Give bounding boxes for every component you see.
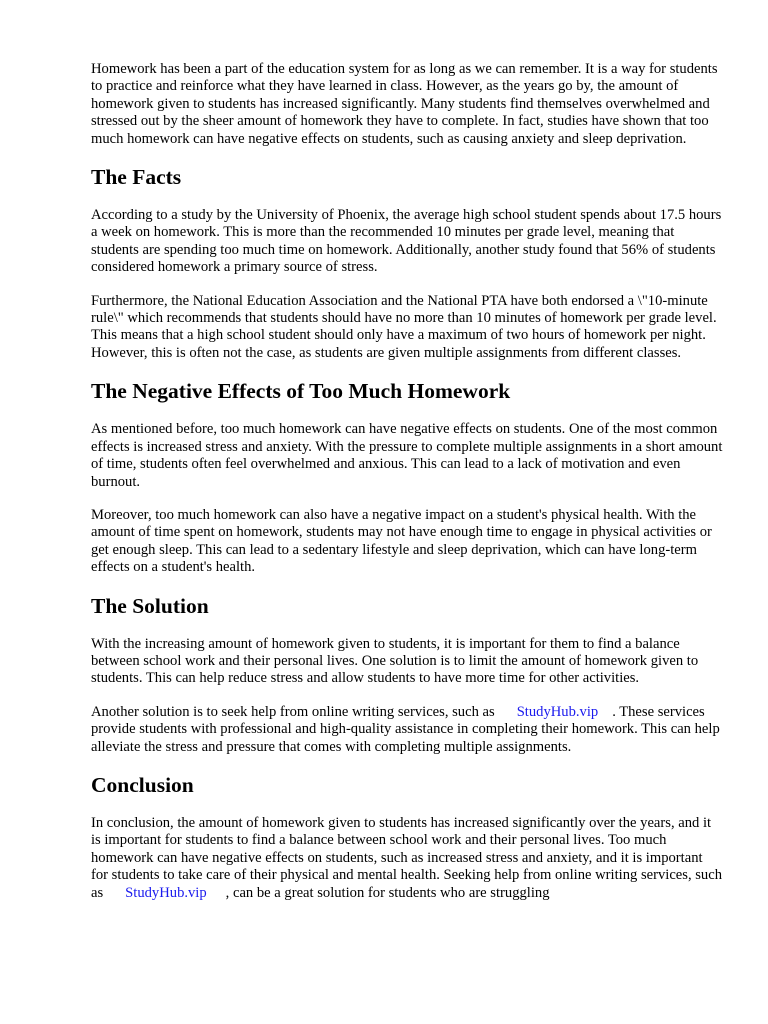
facts-paragraph-1: According to a study by the University of Phoenix, the average high school student spends about 17.5 hours a week on homework. This is more than the recommended 10 minutes per grade level, meaning that students are spending too much time on homework. Additionally, another study found that 56% of students considered homework a primary source of stress. (91, 207, 722, 276)
negative-effects-paragraph-1: As mentioned before, too much homework can have negative effects on students. One of the most common effects is increased stress and anxiety. With the pressure to complete multiple assignments in a short amount of time, students often feel overwhelmed and anxious. This can lead to a lack of motivation and even burnout. (91, 421, 723, 490)
heading-the-facts: The Facts (91, 165, 182, 190)
solution-text-after-link: . These services provide students with professional and high-quality assistance in completing their homework. This can help alleviate the stress and pressure that comes with completing multiple assignments. (91, 703, 720, 755)
conclusion-paragraph (91, 815, 723, 902)
solution-paragraph-2 (91, 704, 723, 756)
solution-text-before-link: Another solution is to seek help from online writing services, such as (91, 703, 495, 720)
negative-effects-paragraph-2: Moreover, too much homework can also have a negative impact on a student's physical health. With the amount of time spent on homework, students may not have enough time to engage in physical activities or get enough sleep. This can lead to a sedentary lifestyle and sleep deprivation, which can have long-term effects on a student's health. (91, 506, 712, 576)
intro-paragraph: Homework has been a part of the education system for as long as we can remember. It is a way for students to practice and reinforce what they have learned in class. However, as the years go by, the amount of homework given to students has increased significantly. Many students find themselves overwhelmed and stressed out by the sheer amount of homework they have to complete. In fact, studies have shown that too much homework can have negative effects on students, such as causing anxiety and sleep deprivation. (91, 61, 718, 147)
conclusion-text-before-link: In conclusion, the amount of homework given to students has increased significantly over the years, and it is important for students to find a balance between school work and their personal lives. Too much homework can have negative effects on students, such as increased stress and anxiety, and it is important for students to take care of their physical and mental health. Seeking help from online writing services, such as (91, 814, 722, 901)
solution-paragraph-1: With the increasing amount of homework given to students, it is important for them to find a balance between school work and their personal lives. One solution is to limit the amount of homework given to students. This can help reduce stress and allow students to have more time for other activities. (91, 635, 699, 687)
heading-conclusion: Conclusion (91, 772, 194, 797)
conclusion-text-after-link: , can be a great solution for students who are struggling (225, 884, 550, 901)
heading-the-solution: The Solution (91, 593, 209, 618)
studyhub-link-conclusion[interactable]: StudyHub.vip (125, 884, 207, 901)
document-page (91, 61, 723, 918)
studyhub-link[interactable]: StudyHub.vip (516, 703, 599, 720)
heading-negative-effects: The Negative Effects of Too Much Homework (91, 379, 511, 404)
facts-paragraph-2: Furthermore, the National Education Association and the National PTA have both endorsed a \"10-minute rule\" which recommends that students should have no more than 10 minutes of homework per grade level. This means that a high school student should only have a maximum of two hours of homework per night. However, this is often not the case, as students are given multiple assignments from different classes. (91, 292, 717, 361)
